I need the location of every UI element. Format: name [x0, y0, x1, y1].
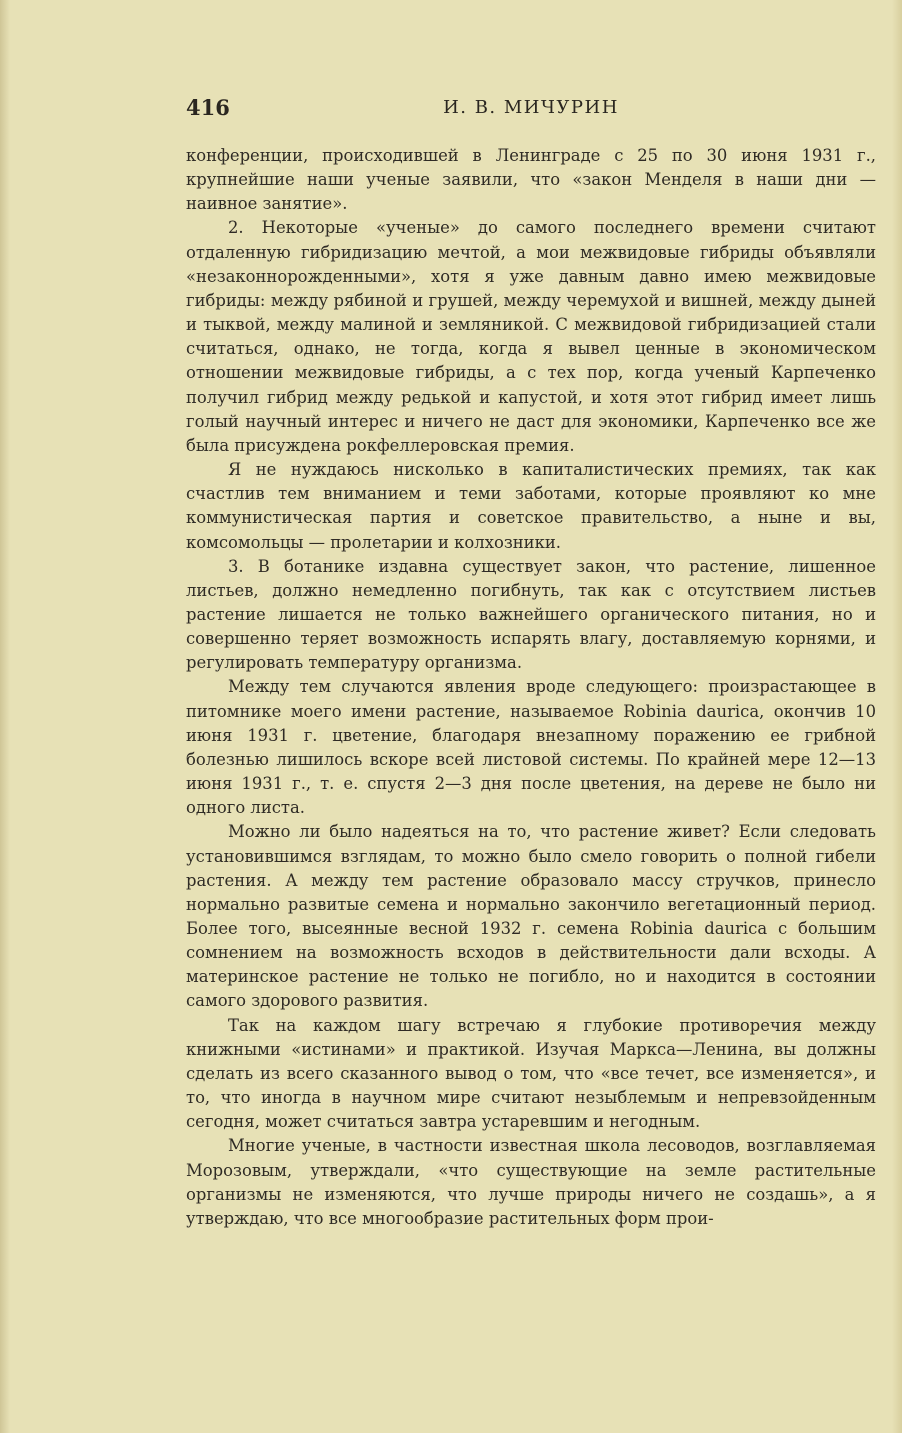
page-left-edge: [0, 0, 10, 1433]
paragraph: Можно ли было надеяться на то, что растение живет? Если следовать установившимся взглядам, то можно было смело говорить о полной гибели растения. А между тем растение образовало массу стручков, принесло нормально развитые семена и нормально закончило вегетационный период. Более того, высеянные весной 1932 г. семена Robinia daurica с большим сомнением на возможность всходов в действительности дали всходы. А материнское растение не только не погибло, но и находится в состоянии самого здорового развития.: [186, 822, 876, 1011]
running-head: И. В. МИЧУРИН: [443, 97, 619, 118]
paragraph: Я не нуждаюсь нисколько в капиталистических премиях, так как счастлив тем вниманием и теми заботами, которые проявляют ко мне коммунистическая партия и советское правительство, а ныне и вы, комсомольцы — пролетарии и колхозники.: [186, 460, 876, 552]
paragraph: Между тем случаются явления вроде следующего: произрастающее в питомнике моего имени растение, называемое Robinia daurica, окончив 10 июня 1931 г. цветение, благодаря внезапному поражению ее грибной болезнью лишилось вскоре всей листовой системы. По крайней мере 12—13 июня 1931 г., т. е. спустя 2—3 дня после цветения, на дереве не было ни одного листа.: [186, 677, 876, 818]
paragraph: Многие ученые, в частности известная школа лесоводов, возглавляемая Морозовым, утверждали, «что существующие на земле растительные организмы не изменяются, что лучше природы ничего не создашь», а я утверждаю, что все многообразие растительных форм прои-: [186, 1136, 876, 1228]
paragraph: 3. В ботанике издавна существует закон, что растение, лишенное листьев, должно немедленно погибнуть, так как с отсутствием листьев растение лишается не только важнейшего органического питания, но и совершенно теряет возможность испарять влагу, доставляемую корнями, и регулировать температуру организма.: [186, 556, 876, 673]
page-number: 416: [186, 95, 230, 120]
paragraph: Так на каждом шагу встречаю я глубокие противоречия между книжными «истинами» и практикой. Изучая Маркса—Ленина, вы должны сделать из всего сказанного вывод о том, что «все течет, все изменяется», и то, что иногда в научном мире считают незыблемым и непревзойденным сегодня, может считаться завтра устаревшим и негодным.: [186, 1015, 876, 1132]
body-text: [186, 144, 876, 1231]
page-header: [186, 95, 876, 125]
paragraph: 2. Некоторые «ученые» до самого последнего времени считают отдаленную гибридизацию мечтой, а мои межвидовые гибриды объявляли «незаконнорожденными», хотя я уже давным давно имею межвидовые гибриды: между рябиной и грушей, между черемухой и вишней, между дыней и тыквой, между малиной и земляникой. С межвидовой гибридизацией стали считаться, однако, не тогда, когда я вывел ценные в экономическом отношении межвидовые гибриды, а с тех пор, когда ученый Карпеченко получил гибрид между редькой и капустой, и хотя этот гибрид имеет лишь голый научный интерес и ничего не даст для экономики, Карпеченко все же была присуждена рокфеллеровская премия.: [186, 218, 876, 455]
paragraph-continuation: конференции, происходившей в Ленинграде с 25 по 30 июня 1931 г., крупнейшие наши ученые заявили, что «закон Менделя в наши дни — наивное занятие».: [186, 146, 876, 214]
page-right-edge: [892, 0, 902, 1433]
